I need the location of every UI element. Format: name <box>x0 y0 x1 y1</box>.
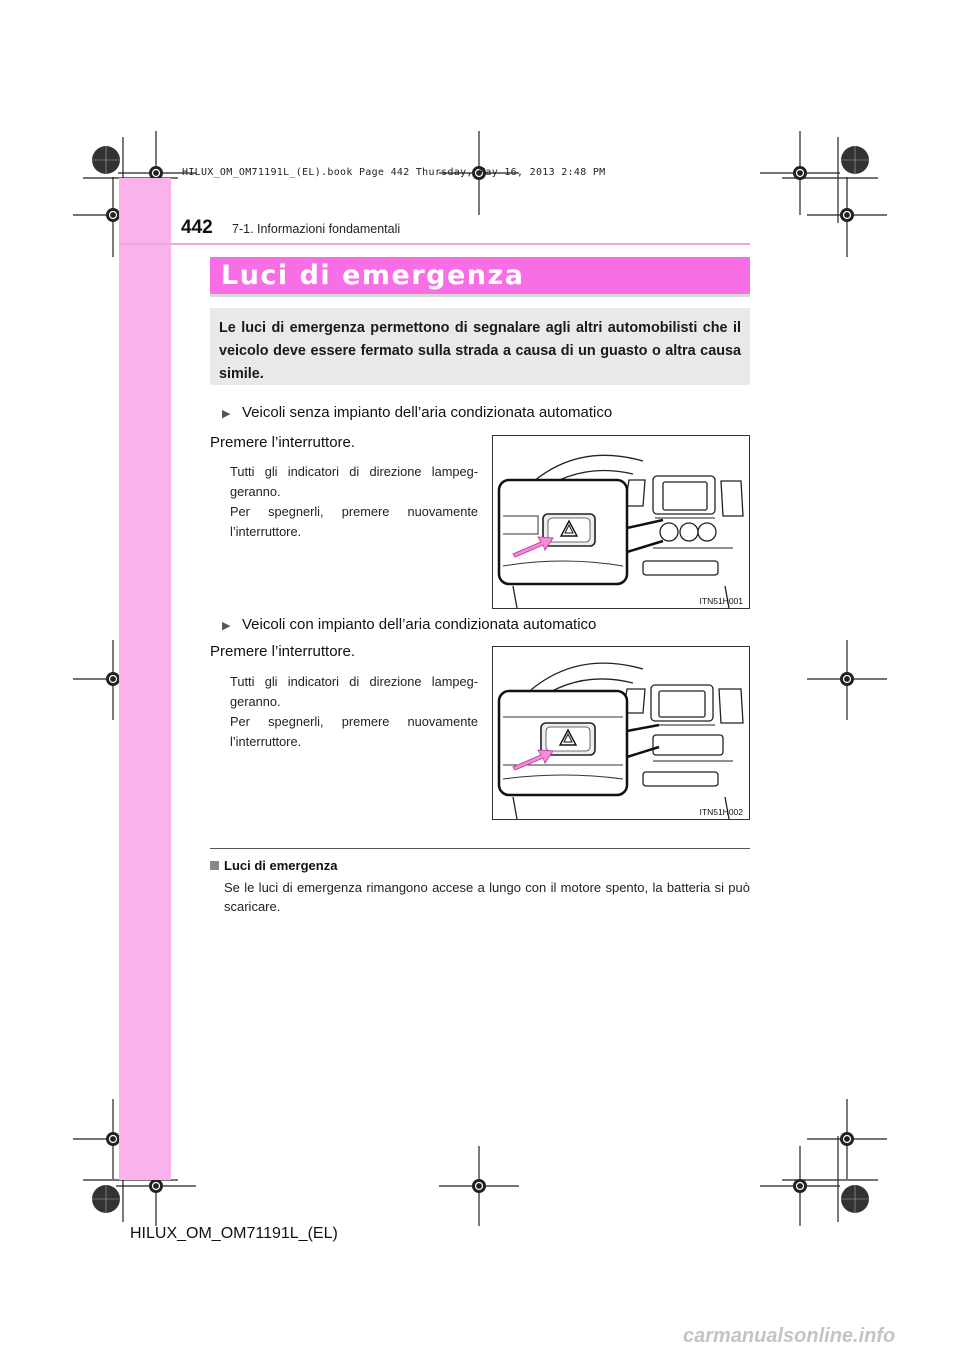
step-instruction-2: Premere l’interruttore. <box>210 643 356 660</box>
side-tab-strip <box>119 178 171 1180</box>
intro-box: Le luci di emergenza permettono di segnalare agli altri automobilisti che il veicolo deve essere fermato sulla strada a causa di un guasto o altra causa simile. <box>210 308 750 385</box>
hazard-switch-figure-1 <box>492 435 750 609</box>
note-title: Luci di emergenza <box>210 858 337 873</box>
note-divider <box>210 848 750 849</box>
page-title: Luci di emergenza <box>210 257 750 294</box>
footer-code: HILUX_OM_OM71191L_(EL) <box>130 1225 338 1242</box>
section-heading-1: ▶ Veicoli senza impianto dell’aria condizionata automatico <box>222 404 613 421</box>
dashboard-illustration-2 <box>493 647 749 819</box>
book-stamp: HILUX_OM_OM71191L_(EL).book Page 442 Thursday, May 16, 2013 2:48 PM <box>182 167 606 178</box>
title-underline <box>210 294 750 297</box>
note-text: Se le luci di emergenza rimangono accese a lungo con il motore spento, la batteria si può scaricare. <box>224 880 750 914</box>
figure-code-1: ITN51H001 <box>699 596 743 606</box>
page-number: 442 <box>181 217 213 238</box>
dashboard-illustration-1 <box>493 436 749 608</box>
triangle-bullet-icon: ▶ <box>222 408 231 420</box>
watermark: carmanualsonline.info <box>683 1325 896 1347</box>
triangle-bullet-icon: ▶ <box>222 620 231 632</box>
step-detail-1b: Per spegnerli, premere nuovamente l’interruttore. <box>230 504 478 539</box>
step-detail-2b: Per spegnerli, premere nuovamente l’interruttore. <box>230 714 478 749</box>
figure-code-2: ITN51H002 <box>699 807 743 817</box>
hazard-switch-figure-2 <box>492 646 750 820</box>
step-detail-1a: Tutti gli indicatori di direzione lampeg-geranno. <box>230 464 478 499</box>
step-detail-2a: Tutti gli indicatori di direzione lampeg-geranno. <box>230 674 478 709</box>
section-heading-2: ▶ Veicoli con impianto dell’aria condizionata automatico <box>222 616 597 633</box>
square-bullet-icon <box>210 861 219 870</box>
section-path: 7-1. Informazioni fondamentali <box>232 222 401 236</box>
header-rule <box>119 243 750 245</box>
step-instruction-1: Premere l’interruttore. <box>210 434 356 451</box>
